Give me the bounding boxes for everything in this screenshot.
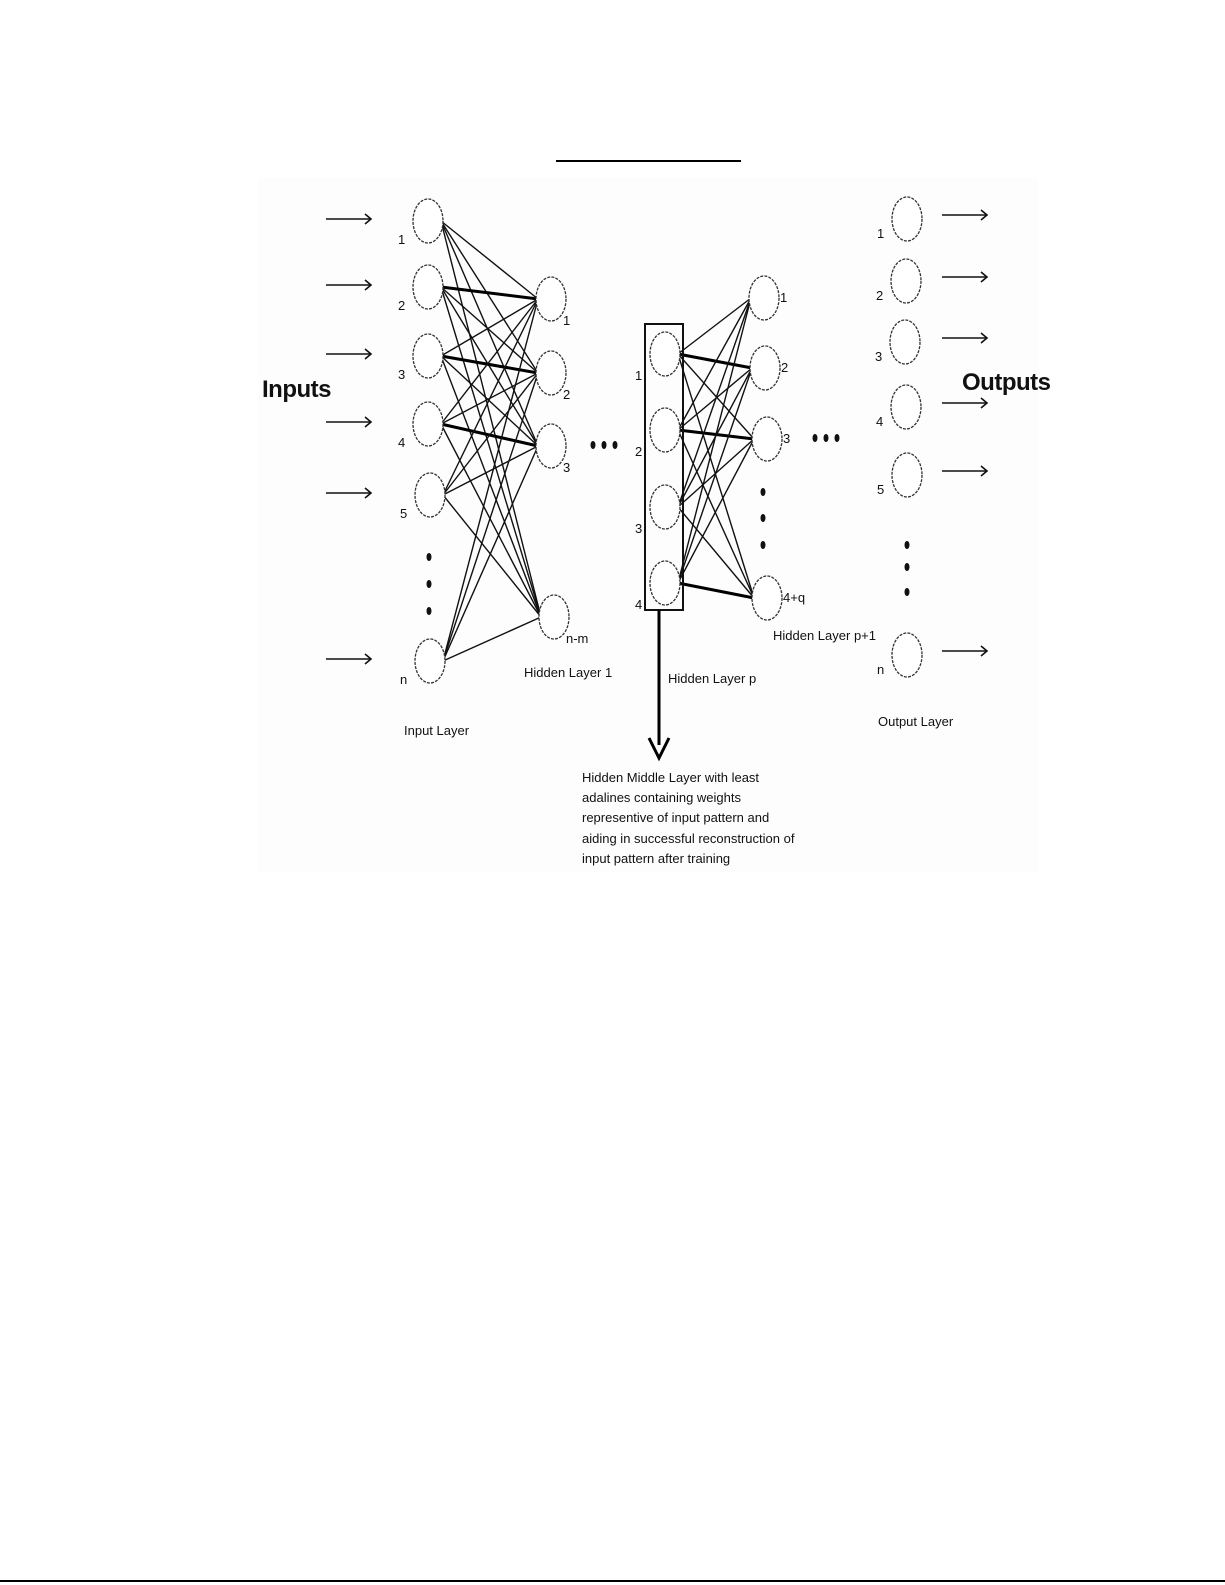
output-node	[892, 633, 922, 677]
node-labels	[398, 226, 884, 687]
svg-text:representive of input pattern: representive of input pattern and	[582, 810, 770, 825]
ellipsis-dot	[905, 563, 910, 571]
hidden-1-node	[536, 277, 566, 321]
output-layer-label: Output Layer	[878, 714, 954, 729]
input-node	[415, 473, 445, 517]
connection-line	[443, 446, 538, 495]
ellipsis-dot	[824, 434, 829, 442]
hidden-layer-p-box	[645, 324, 683, 758]
output-node	[890, 320, 920, 364]
connection-line	[678, 298, 751, 430]
svg-text:input pattern after training: input pattern after training	[582, 851, 731, 866]
ellipsis-dot	[591, 441, 596, 449]
input-node	[413, 402, 443, 446]
connection-line	[678, 298, 751, 354]
ellipsis-dot	[602, 441, 607, 449]
output-node	[892, 197, 922, 241]
ellipsis-dot	[761, 514, 766, 522]
hidden-1-node-label: n-m	[566, 631, 589, 646]
svg-text:aiding in successful reconstru: aiding in successful reconstruction of	[582, 831, 795, 846]
output-node-label: n	[877, 662, 885, 677]
hidden-p-node	[650, 485, 680, 529]
connection-line	[678, 430, 754, 598]
connection-line	[443, 299, 538, 661]
connection-line	[441, 287, 538, 446]
input-node-label: 4	[398, 435, 406, 450]
output-node-label: 3	[875, 349, 883, 364]
page-bottom-rule	[0, 1580, 1225, 1582]
hidden-p-node	[650, 561, 680, 605]
input-node-label: 1	[398, 232, 406, 247]
hidden-p1-node	[752, 417, 782, 461]
hidden-layer-1-label: Hidden Layer 1	[524, 665, 613, 680]
ellipsis-dot	[905, 588, 910, 596]
ellipsis-dot	[427, 580, 432, 588]
connection-lines	[441, 221, 754, 661]
hidden-1-node-label: 1	[563, 313, 571, 328]
hidden-p1-node	[750, 346, 780, 390]
connection-line	[443, 617, 541, 661]
hidden-1-node-label: 2	[563, 387, 571, 402]
hidden-p1-node-label: 2	[781, 360, 789, 375]
ellipsis-dot	[427, 553, 432, 561]
ellipsis-dot	[761, 488, 766, 496]
hidden-1-node	[536, 424, 566, 468]
output-node	[891, 385, 921, 429]
input-node-label: n	[400, 672, 408, 687]
middle-layer-note	[582, 770, 795, 866]
ellipsis-dot	[761, 541, 766, 549]
input-node	[413, 199, 443, 243]
input-layer-label: Input Layer	[404, 723, 470, 738]
output-node-label: 1	[877, 226, 885, 241]
hidden-1-node	[539, 595, 569, 639]
svg-text:Hidden Middle Layer with least: Hidden Middle Layer with least	[582, 770, 760, 785]
input-node	[413, 265, 443, 309]
hidden-1-node	[536, 351, 566, 395]
hidden-1-node-label: 3	[563, 460, 571, 475]
output-node-label: 4	[876, 414, 884, 429]
ellipsis-dot	[813, 434, 818, 442]
hidden-p-node-label: 4	[635, 597, 643, 612]
connection-line	[441, 299, 538, 424]
input-node-label: 2	[398, 298, 406, 313]
hidden-p1-node	[752, 576, 782, 620]
hidden-p-node	[650, 408, 680, 452]
inputs-label: Inputs	[262, 376, 331, 403]
connection-line	[678, 298, 751, 583]
hidden-layer-p-label: Hidden Layer p	[668, 671, 757, 686]
output-node	[892, 453, 922, 497]
output-node-label: 5	[877, 482, 885, 497]
ellipsis-dot	[835, 434, 840, 442]
output-node	[891, 259, 921, 303]
hidden-p-node-label: 1	[635, 368, 643, 383]
input-node	[415, 639, 445, 683]
ellipsis-dot	[427, 607, 432, 615]
hidden-p1-node	[749, 276, 779, 320]
ellipsis-dot	[613, 441, 618, 449]
hidden-p1-node-label: 4+q	[783, 590, 806, 605]
input-node	[413, 334, 443, 378]
outputs-label: Outputs	[962, 369, 1051, 396]
hidden-p-node-label: 3	[635, 521, 643, 536]
hidden-p1-node-label: 1	[780, 290, 788, 305]
input-node-label: 5	[400, 506, 408, 521]
output-node-label: 2	[876, 288, 884, 303]
hidden-layer-p1-label: Hidden Layer p+1	[773, 628, 876, 643]
hidden-p-node-label: 2	[635, 444, 643, 459]
input-node-label: 3	[398, 367, 406, 382]
ellipsis-dot	[905, 541, 910, 549]
svg-text:adalines containing weights: adalines containing weights	[582, 790, 741, 805]
hidden-p-node	[650, 332, 680, 376]
hidden-p1-node-label: 3	[783, 431, 791, 446]
